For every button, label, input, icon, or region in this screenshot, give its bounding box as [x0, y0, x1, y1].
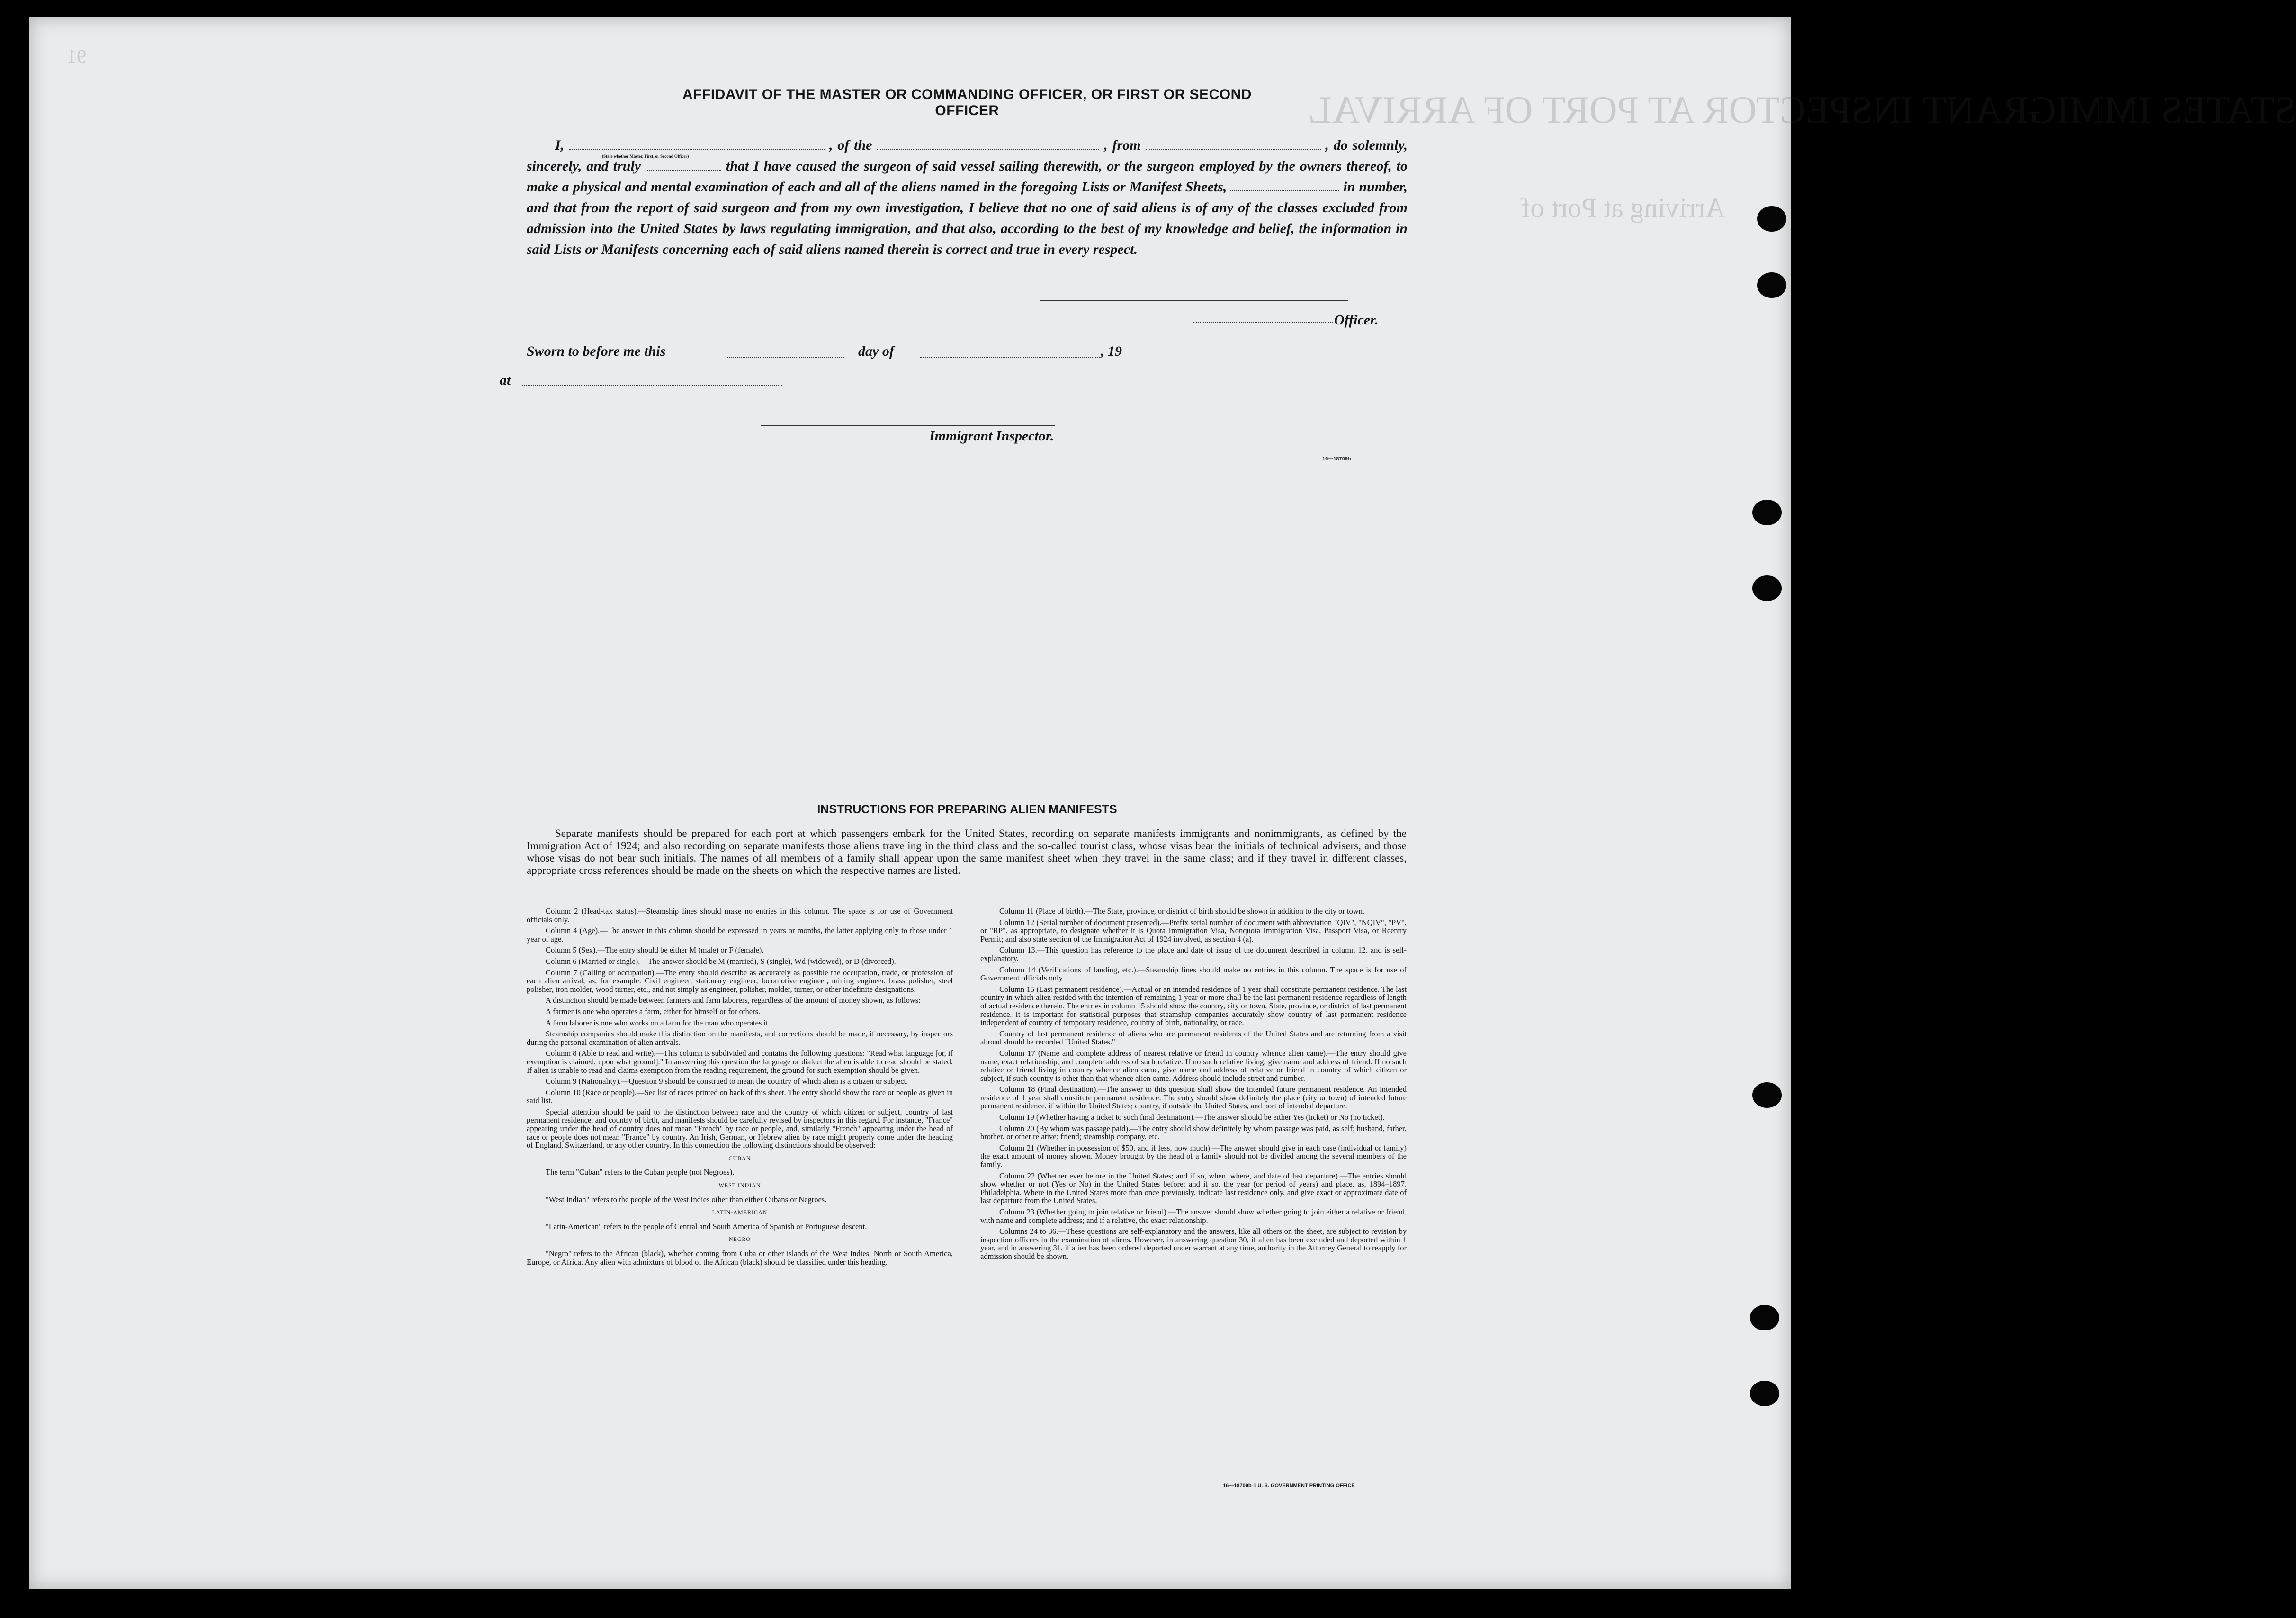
affidavit-i: I,: [555, 137, 565, 153]
text-west-indian: "West Indian" refers to the people of the West Indies other than either Cubans or Negroes.: [546, 1195, 827, 1204]
text-negro: "Negro" refers to the African (black), whether coming from Cuba or other islands of the West Indies, North or South America, Europe, or Africa. Any alien with admixture of blood of the African (black) should be classified under this heading.: [527, 1249, 953, 1267]
instruction-paragraph: Column 9 (Nationality).—Question 9 should be construed to mean the country of which alien is a citizen or subject.: [546, 1077, 908, 1086]
instruction-paragraph: A farmer is one who operates a farm, either for himself or for others.: [546, 1007, 761, 1016]
day-of-text: day of: [858, 343, 894, 359]
text-latin-american: "Latin-American" refers to the people of Central and South America of Spanish or Portuguese descent.: [546, 1222, 867, 1231]
instruction-paragraph: Column 7 (Calling or occupation).—The entry should describe as accurately as possible the occupation, trade, or profession of each alien arrival, as, for example: Civil engineer, stationary engineer, locomotive engineer, mining engineer, brass polisher, steel polisher, iron molder, wood turner, etc., and not simply as engineer, polisher, molder, turner, or other indefinite designations.: [527, 968, 953, 994]
from-port-blank[interactable]: [1146, 137, 1321, 150]
affidavit-title: AFFIDAVIT OF THE MASTER OR COMMANDING OFFICER, OR FIRST OR SECOND OFFICER: [682, 87, 1252, 118]
do-text: , do: [1325, 137, 1348, 153]
instruction-paragraph: Column 12 (Serial number of document presented).—Prefix serial number of document with abbreviation "QIV", "NQIV", "PV", or "RP", as appropriate, to designate whether it is Quota Immigration Visa, Nonquota Immigration Visa, Passport Visa, or Reentry Permit; and also state section of the Immigration Act of 1924 involved, as section 4 (a).: [980, 917, 1407, 944]
instruction-paragraph: Column 15 (Last permanent residence).—Actual or an intended residence of 1 year shall constitute permanent residence. The last country in which alien resided with the intention of remaining 1 year or more shall be the last permanent residence regardless of length of actual residence therein. The entries in column 15 should show the country, city or town, State, province, or district of last permanent residence. It is important for statistical purposes that steamship companies accurately show country of last permanent residence independent of country of temporary residence, country of birth, nationality, or race.: [980, 984, 1407, 1027]
of-the-text: , of the: [829, 137, 872, 153]
instruction-paragraph: Column 6 (Married or single).—The answer should be M (married), S (single), Wd (widowed), or D (divorced).: [546, 956, 896, 966]
printing-office-footer: 16—18709b-1 U. S. GOVERNMENT PRINTING OFFICE: [1223, 1483, 1355, 1489]
instruction-paragraph: Column 5 (Sex).—The entry should be either M (male) or F (female).: [546, 945, 764, 955]
manifest-sheet: [29, 17, 2296, 1589]
instruction-paragraph: Column 21 (Whether in possession of $50, and if less, how much).—The answer should give in each case (individual or family) the exact amount of money shown. Money brought by the head of a family should not be divided among the several members of the family.: [980, 1143, 1407, 1169]
punch-hole: [1752, 1082, 1782, 1108]
sworn-day-blank[interactable]: [726, 357, 844, 358]
instruction-paragraph: Column 14 (Verifications of landing, etc.).—Steamship lines should make no entries in this column. The space is for use of Government officials only.: [980, 965, 1407, 983]
inspector-signature-line[interactable]: [761, 425, 1055, 426]
vessel-blank[interactable]: [877, 137, 1099, 150]
bleed-through-text-2: Arriving at Port of: [1521, 192, 1725, 223]
instruction-paragraph: Column 10 (Race or people).—See list of races printed on back of this sheet. The entry should show the race or people as given in said list.: [527, 1088, 953, 1106]
instruction-paragraph: A farm laborer is one who works on a farm for the man who operates it.: [546, 1018, 770, 1027]
bleed-through-text: STATES IMMIGRANT INSPECTOR AT PORT OF ARRIVAL: [1308, 88, 2296, 131]
instruction-paragraph: Steamship companies should make this distinction on the manifests, and corrections should be made, if necessary, by inspectors during the personal examination of alien arrivals.: [527, 1029, 953, 1047]
heading-west-indian: WEST INDIAN: [718, 1182, 761, 1189]
affidavit-statement-2: in number, and that from the report of said surgeon and from my own investigation, I believe that no one of said aliens is of any of the classes excluded from admission into the United States by laws regulating immigration, and that also, according to the best of my knowledge and belief, the information in said Lists or Manifests concerning each of said aliens named therein is correct and true in every respect.: [527, 179, 1408, 257]
at-label: at: [500, 372, 511, 388]
from-text: , from: [1104, 137, 1141, 153]
instruction-paragraph: Column 13.—This question has reference to the place and date of issue of the document described in column 12, and is self-explanatory.: [980, 945, 1407, 963]
instruction-paragraph: Column 2 (Head-tax status).—Steamship lines should make no entries in this column. The space is for use of Government officials only.: [527, 907, 953, 924]
punch-hole: [1750, 1305, 1779, 1330]
punch-hole: [1757, 206, 1786, 232]
officer-rank-note: (State whether Master, First, or Second Officer): [602, 154, 689, 159]
instructions-intro: Separate manifests should be prepared for each port at which passengers embark for the United States, recording on separate manifests immigrants and nonimmigrants, as defined by the Immigration Act of 1924; and also recording on separate manifests those aliens traveling in the third class and the so-called tourist class, whose visas bear the initials of technical advisers, and those whose visas do not bear such initials. The names of all members of a family shall appear upon the same manifest sheet when they travel in the same class; and if they travel in different classes, appropriate cross references should be made on the sheets on which the respective names are listed.: [527, 827, 1407, 876]
instruction-paragraph: Column 4 (Age).—The answer in this column should be expressed in years or months, the latter applying only to those under 1 year of age.: [527, 926, 953, 944]
instruction-paragraph: Columns 24 to 36.—These questions are self-explanatory and the answers, like all others on the sheet, are subject to revision by inspection officers in the examination of aliens. However, in answering question 30, if alien has been excluded and deported within 1 year, and in answering 31, if alien has been ordered deported under warrant at any time, authority in the Attorney General to reapply for admission should be shown.: [980, 1227, 1407, 1261]
affidavit-statement: that I have caused the surgeon of said vessel sailing therewith, or the surgeon employed by the owners thereof, to make a physical and mental examination of each and all of the aliens named in the foregoing Lists or Manifest Sheets,: [527, 158, 1408, 195]
punch-hole: [1750, 1381, 1779, 1406]
heading-negro: NEGRO: [728, 1236, 751, 1243]
at-place-blank[interactable]: [520, 385, 782, 386]
instruction-paragraph: Column 20 (By whom was passage paid).—The entry should show definitely by whom passage was paid, as self; husband, father, brother, or other relative; friend; steamship company, etc.: [980, 1124, 1407, 1142]
sheet-count-blank[interactable]: [1230, 179, 1339, 191]
instructions-title: INSTRUCTIONS FOR PREPARING ALIEN MANIFESTS: [817, 803, 1117, 816]
instruction-paragraph: Column 11 (Place of birth).—The State, province, or district of birth should be shown in addition to the city or town.: [999, 907, 1365, 916]
instruction-paragraph: A distinction should be made between farmers and farm laborers, regardless of the amount of money shown, as follows:: [546, 996, 921, 1005]
inspector-label: Immigrant Inspector.: [929, 428, 1054, 444]
affidavit-body: [527, 135, 1408, 260]
heading-latin-american: LATIN-AMERICAN: [712, 1209, 768, 1216]
officer-signature-line-2[interactable]: [1193, 322, 1333, 323]
sworn-text: Sworn to before me this: [527, 343, 666, 359]
instruction-paragraph: Special attention should be paid to the distinction between race and the country of which citizen or subject, country of last permanent residence, and country of birth, and manifests should be carefully revised by inspectors in this regard. For instance, "France" appearing under the head of country does not mean "French" by race or people, and, similarly "French" appearing under the head of race or people does not mean "France" by country. An Irish, German, or Hebrew alien by race might properly come under the heading of England, Switzerland, or any other country. In this connection the following distinctions should be observed:: [527, 1107, 953, 1150]
officer-rank-blank[interactable]: [569, 137, 825, 159]
instruction-paragraph: Column 18 (Final destination).—The answer to this question shall show the intended future permanent residence. An intended residence of 1 year shall constitute permanent residence. The entry should show definitely the place (city or town) of intended future permanent residence, if within the United States; country, if outside the United States, and port of intended departure.: [980, 1085, 1407, 1111]
instruction-paragraph: Country of last permanent residence of aliens who are permanent residents of the United States and are returning from a visit abroad should be recorded "United States.": [980, 1029, 1407, 1047]
year-prefix: , 19: [1101, 343, 1122, 359]
form-number: 16—18709b: [1322, 456, 1351, 462]
punch-hole: [1752, 575, 1782, 601]
punch-hole: [1757, 272, 1786, 298]
instruction-paragraph: Column 19 (Whether having a ticket to such final destination).—The answer should be either Yes (ticket) or No (no ticket).: [999, 1113, 1385, 1122]
instruction-paragraph: Column 8 (Able to read and write).—This column is subdivided and contains the following questions: "Read what language [or, if exemption is claimed, upon what ground]." In answering this question the language or dialect the alien is able to read should be stated. If alien is unable to read and claims exemption from the reading requirement, the ground for such exemption should be given.: [527, 1049, 953, 1075]
bleed-through-text-3: 91: [67, 45, 86, 67]
text-cuban: The term "Cuban" refers to the Cuban people (not Negroes).: [546, 1168, 735, 1177]
officer-label: Officer.: [1334, 312, 1379, 328]
instructions-left-column: [527, 907, 953, 1269]
punch-hole: [1752, 500, 1782, 525]
heading-cuban: CUBAN: [728, 1154, 751, 1161]
sworn-month-blank[interactable]: [920, 357, 1100, 358]
instructions-right-column: [980, 907, 1407, 1264]
instruction-paragraph: Column 17 (Name and complete address of nearest relative or friend in country whence alien came).—The entry should give name, exact relationship, and complete address of such relative. If no such relative living, give name and address of friend. If no such relative or friend living in country whence alien came, give name and address of relative or friend in country of which citizen or subject, if such country is other than that whence alien came. Address should include street and number.: [980, 1048, 1407, 1083]
instruction-paragraph: Column 22 (Whether ever before in the United States; and if so, when, where, and date of last departure).—The entries should show whether or not (Yes or No) in the United States before; and if so, the year (or period of years) and place, as, 1894–1897, Philadelphia. Where in the United States more than once previously, indicate last residence only, and give exact or approximate date of last departure from the United States.: [980, 1171, 1407, 1205]
officer-signature-line-1[interactable]: [1040, 300, 1348, 301]
instruction-paragraph: Column 23 (Whether going to join relative or friend).—The answer should show whether going to join either a relative or friend, with name and complete address; and if a relative, the exact relationship.: [980, 1207, 1407, 1225]
solemnly-text: solemnly, sincerely, and truly: [527, 137, 1408, 174]
